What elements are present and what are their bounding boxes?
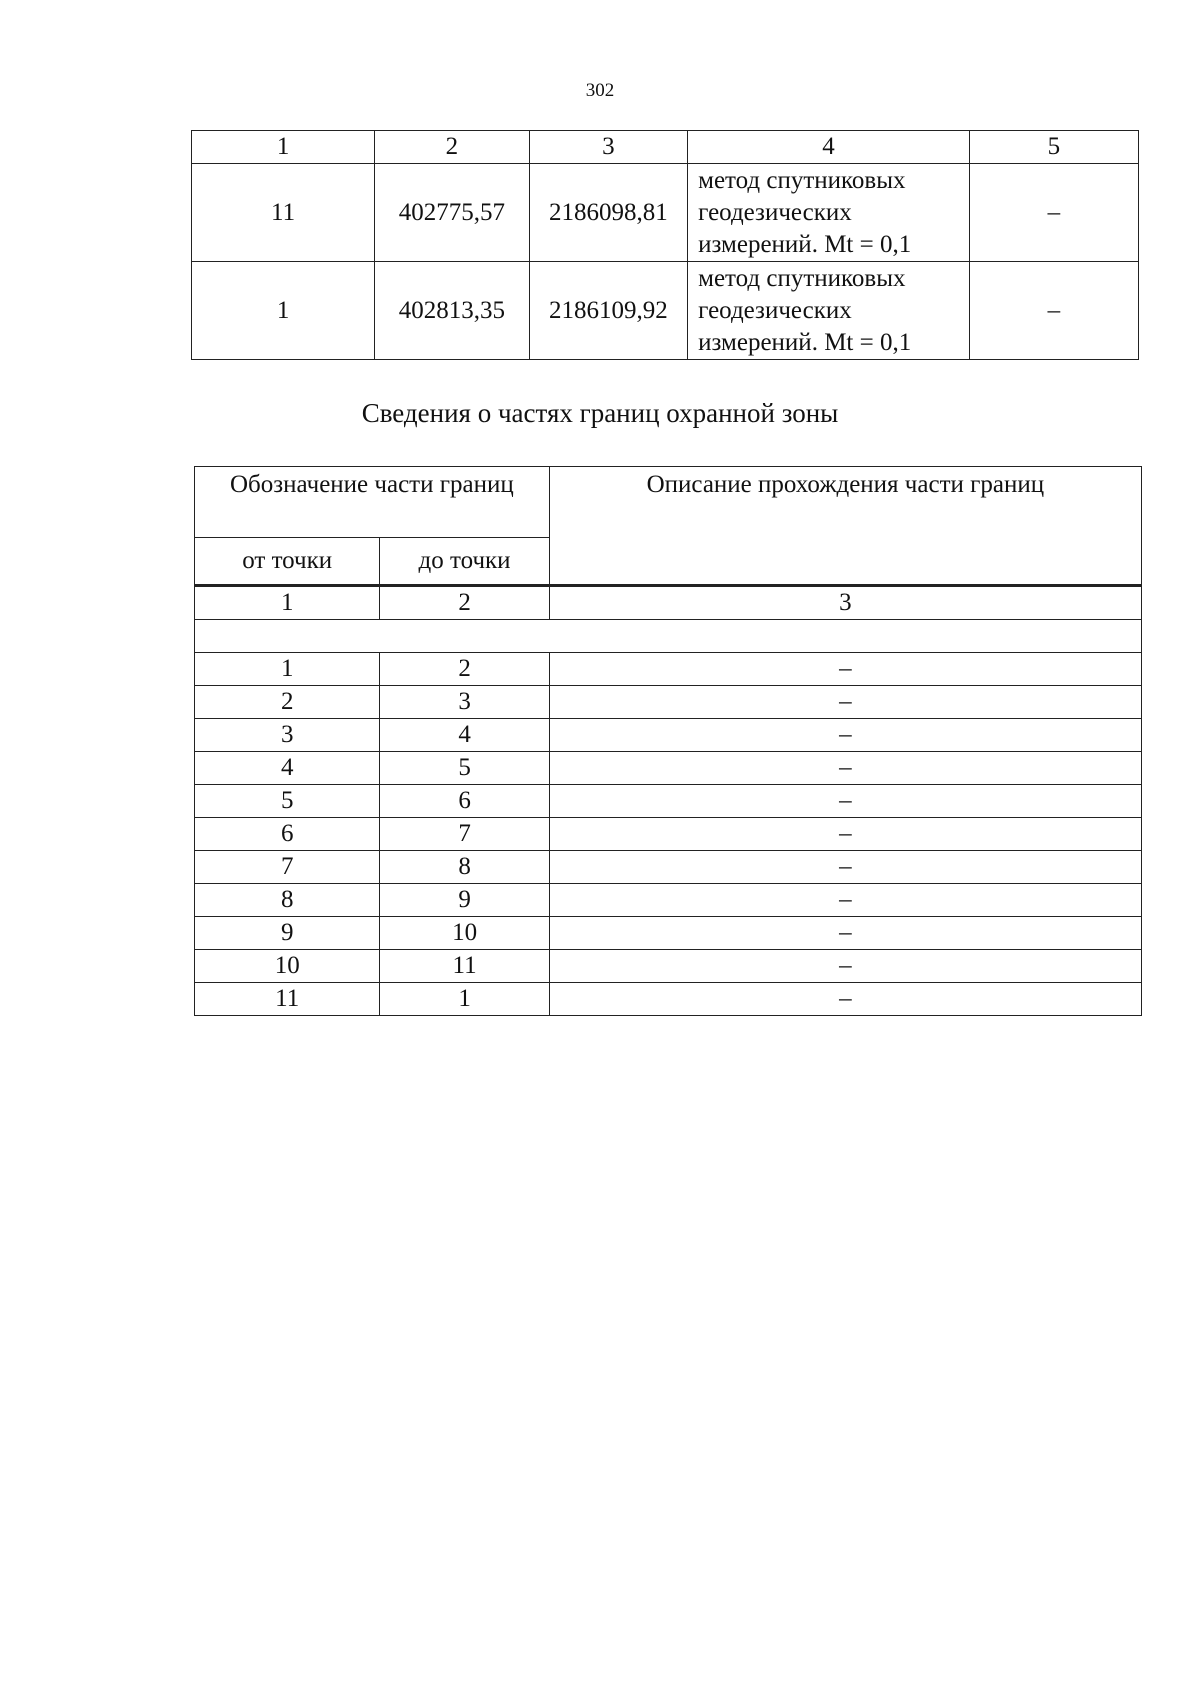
to-point: 3 bbox=[380, 686, 549, 719]
to-point: 1 bbox=[380, 983, 549, 1016]
to-point: 7 bbox=[380, 818, 549, 851]
coordinate-x: 402813,35 bbox=[375, 262, 529, 360]
from-point: 3 bbox=[195, 719, 380, 752]
from-point: 11 bbox=[195, 983, 380, 1016]
to-point: 10 bbox=[380, 917, 549, 950]
table-row bbox=[195, 983, 1142, 1016]
table-row bbox=[195, 686, 1142, 719]
determination-method bbox=[688, 262, 970, 360]
column-number-3: 3 bbox=[529, 131, 688, 164]
method-line: геодезических bbox=[698, 296, 852, 324]
from-point: 1 bbox=[195, 653, 380, 686]
page-number: 302 bbox=[585, 80, 615, 101]
part-description: – bbox=[549, 950, 1141, 983]
to-point: 2 bbox=[380, 653, 549, 686]
table-header-row bbox=[192, 131, 1139, 164]
from-point: 4 bbox=[195, 752, 380, 785]
table-row bbox=[195, 653, 1142, 686]
table-row bbox=[192, 262, 1139, 360]
column-number-4: 4 bbox=[688, 131, 970, 164]
table-header-row bbox=[195, 467, 1142, 538]
point-number: 11 bbox=[192, 164, 375, 262]
part-description: – bbox=[549, 686, 1141, 719]
column-numbers-row bbox=[195, 586, 1142, 620]
column-number-1: 1 bbox=[195, 586, 380, 620]
point-note: – bbox=[969, 164, 1138, 262]
to-point: 11 bbox=[380, 950, 549, 983]
boundary-parts-table bbox=[194, 466, 1142, 1016]
header-description: Описание прохождения части границ bbox=[549, 467, 1141, 586]
from-point: 9 bbox=[195, 917, 380, 950]
part-description: – bbox=[549, 917, 1141, 950]
table-row bbox=[195, 884, 1142, 917]
blank-row bbox=[195, 620, 1142, 653]
table-row bbox=[195, 818, 1142, 851]
method-line: измерений. Mt = 0,1 bbox=[698, 230, 912, 258]
method-line: измерений. Mt = 0,1 bbox=[698, 328, 912, 356]
coordinate-y: 2186109,92 bbox=[529, 262, 688, 360]
parts-rows bbox=[195, 653, 1142, 1016]
part-description: – bbox=[549, 851, 1141, 884]
part-description: – bbox=[549, 752, 1141, 785]
section-title: Сведения о частях границ охранной зоны bbox=[361, 398, 839, 428]
part-description: – bbox=[549, 719, 1141, 752]
method-line: метод спутниковых bbox=[698, 264, 906, 292]
determination-method bbox=[688, 164, 970, 262]
method-line: геодезических bbox=[698, 198, 852, 226]
column-number-2: 2 bbox=[375, 131, 529, 164]
coordinates-table bbox=[191, 130, 1139, 360]
from-point: 7 bbox=[195, 851, 380, 884]
to-point: 8 bbox=[380, 851, 549, 884]
column-number-5: 5 bbox=[969, 131, 1138, 164]
from-point: 5 bbox=[195, 785, 380, 818]
to-point: 5 bbox=[380, 752, 549, 785]
table-row bbox=[195, 719, 1142, 752]
table-row bbox=[195, 785, 1142, 818]
from-point: 8 bbox=[195, 884, 380, 917]
from-point: 6 bbox=[195, 818, 380, 851]
part-description: – bbox=[549, 983, 1141, 1016]
to-point: 9 bbox=[380, 884, 549, 917]
coordinate-x: 402775,57 bbox=[375, 164, 529, 262]
from-point: 2 bbox=[195, 686, 380, 719]
table-row bbox=[195, 917, 1142, 950]
point-note: – bbox=[969, 262, 1138, 360]
header-boundary-part: Обозначение части границ bbox=[195, 467, 550, 538]
coordinate-y: 2186098,81 bbox=[529, 164, 688, 262]
column-number-2: 2 bbox=[380, 586, 549, 620]
from-point: 10 bbox=[195, 950, 380, 983]
table-row bbox=[195, 752, 1142, 785]
part-description: – bbox=[549, 785, 1141, 818]
column-number-3: 3 bbox=[549, 586, 1141, 620]
column-number-1: 1 bbox=[192, 131, 375, 164]
table-row bbox=[192, 164, 1139, 262]
table-row bbox=[195, 950, 1142, 983]
header-from-point: от точки bbox=[195, 538, 380, 586]
to-point: 6 bbox=[380, 785, 549, 818]
header-to-point: до точки bbox=[380, 538, 549, 586]
part-description: – bbox=[549, 884, 1141, 917]
blank-cell bbox=[195, 620, 1142, 653]
part-description: – bbox=[549, 653, 1141, 686]
part-description: – bbox=[549, 818, 1141, 851]
table-row bbox=[195, 851, 1142, 884]
point-number: 1 bbox=[192, 262, 375, 360]
method-line: метод спутниковых bbox=[698, 166, 906, 194]
to-point: 4 bbox=[380, 719, 549, 752]
